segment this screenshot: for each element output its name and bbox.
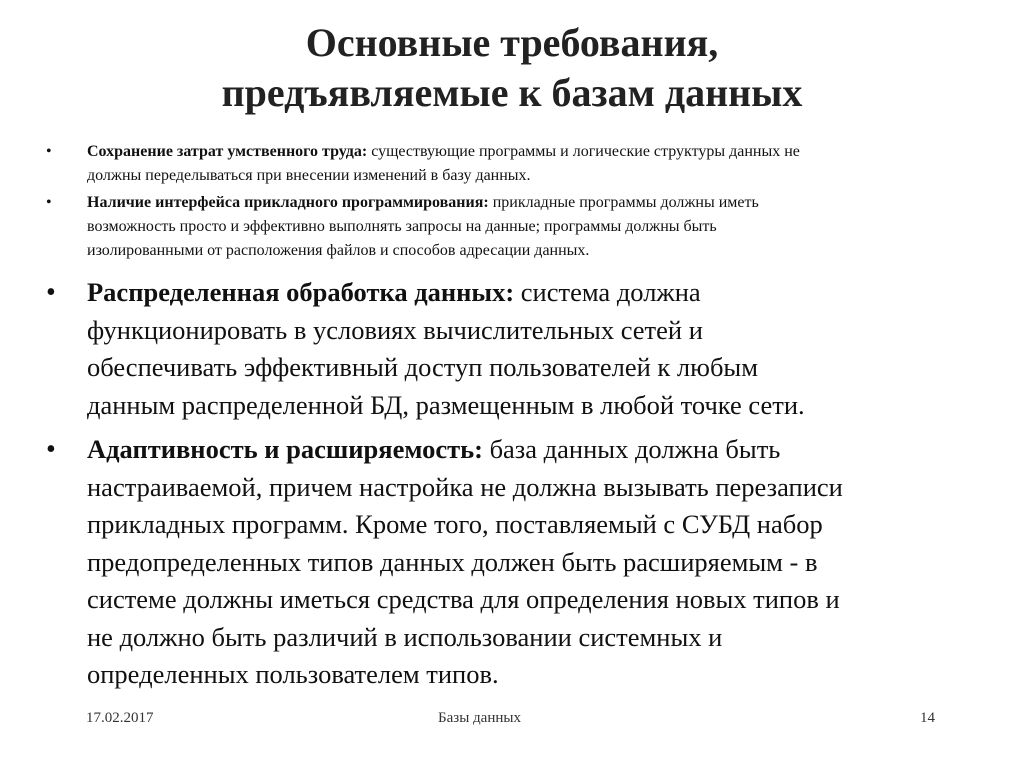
title-line-2: предъявляемые к базам данных: [221, 70, 803, 115]
bullet-text: обеспечивать эффективный доступ пользователей к любым: [87, 352, 759, 382]
bullet-text: база данных должна быть: [482, 434, 781, 464]
slide-title: [0, 18, 1024, 118]
bullet-icon: •: [46, 434, 56, 465]
bullet-text: существующие программы и логические структуры данных не: [367, 143, 800, 160]
bullet-text: не должно быть различий в использовании системных и: [87, 621, 723, 652]
bullet-icon: •: [46, 194, 52, 211]
footer-date: 17.02.2017: [86, 710, 154, 726]
bullet-icon: •: [46, 277, 56, 308]
bullet-text: предопределенных типов данных должен быть расширяемым - в: [87, 546, 818, 577]
page-number: 14: [920, 710, 935, 726]
bullet-text: определенных пользователем типов.: [87, 659, 499, 689]
title-line-1: Основные требования,: [305, 20, 719, 65]
bullet-text: система должна: [514, 277, 701, 307]
bullet-text: функционировать в условиях вычислительных сетей и: [87, 314, 703, 345]
bullet-heading: Наличие интерфейса прикладного программирования:: [87, 194, 489, 211]
bullet-heading: Распределенная обработка данных:: [87, 277, 515, 307]
bullet-text: данным распределенной БД, размещенным в любой точке сети.: [87, 389, 805, 420]
bullet-heading: Сохранение затрат умственного труда:: [87, 143, 368, 160]
bullet-text: прикладных программ. Кроме того, поставляемый с СУБД набор: [87, 509, 823, 539]
bullet-text: должны переделываться при внесении изменений в базу данных.: [87, 167, 531, 184]
bullet-text: возможность просто и эффективно выполнять запросы на данные; программы должны быть: [87, 218, 717, 235]
bullet-icon: •: [46, 143, 52, 160]
bullet-text: системе должны иметься средства для определения новых типов и: [87, 584, 840, 614]
bullet-text: изолированными от расположения файлов и способов адресации данных.: [87, 242, 590, 259]
bullet-text: настраиваемой, причем настройка не должна вызывать перезаписи: [87, 471, 843, 502]
bullet-text: прикладные программы должны иметь: [488, 194, 759, 211]
bullet-heading: Адаптивность и расширяемость:: [87, 434, 483, 464]
footer-title: Базы данных: [438, 710, 521, 726]
